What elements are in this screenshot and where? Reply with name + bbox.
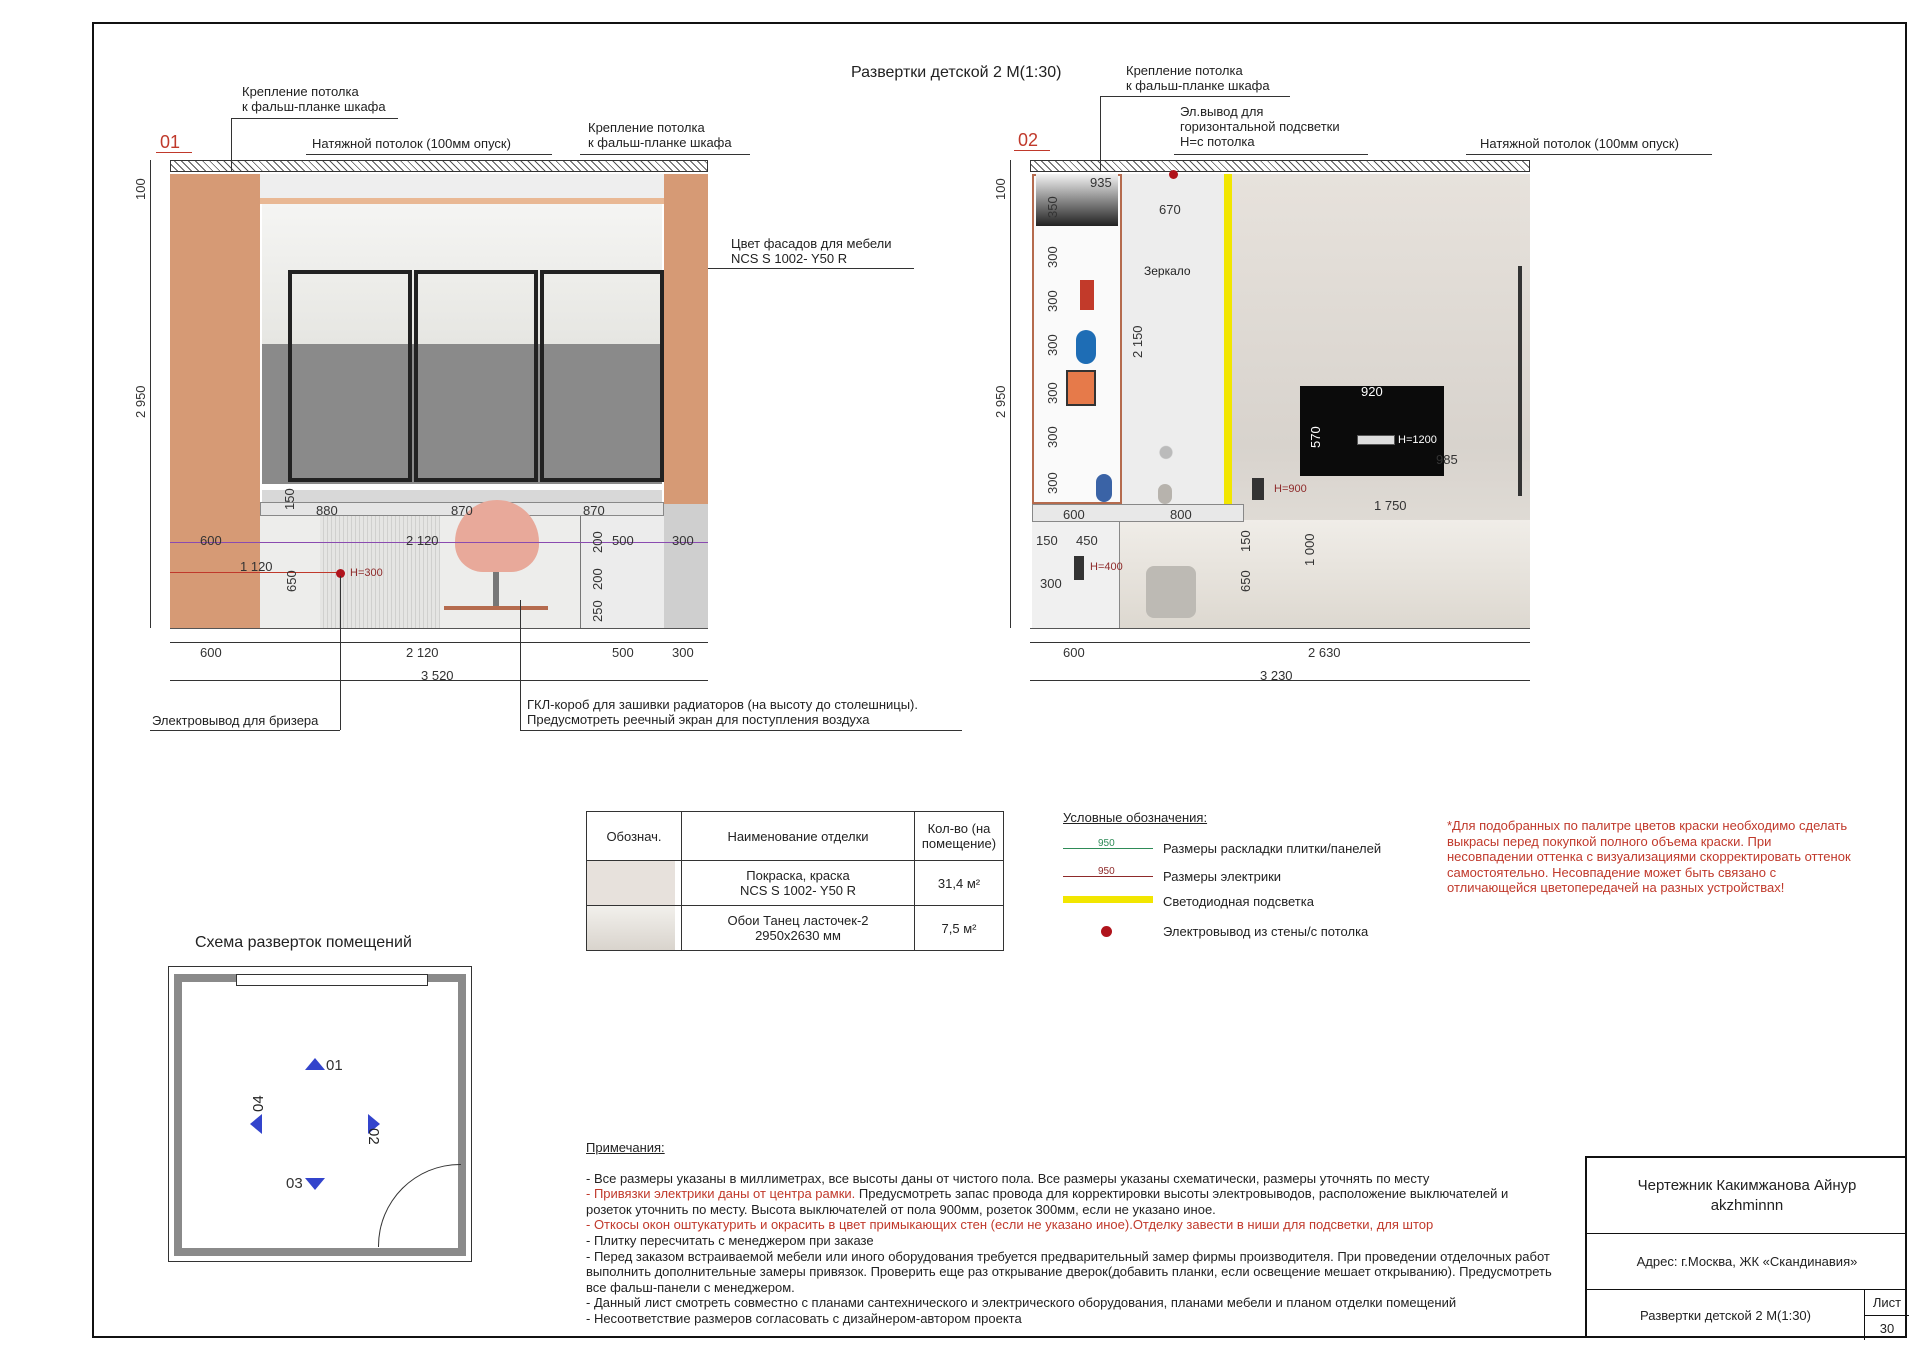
legend-label: Размеры раскладки плитки/панелей [1163, 841, 1382, 856]
leader-stretch [306, 154, 552, 155]
leader-mount [1100, 96, 1101, 172]
dim-300f: 300 [1045, 472, 1060, 494]
label-ceiling-mount: Крепление потолка к фальш-планке шкафа [1126, 63, 1270, 93]
dim-870b: 870 [583, 503, 605, 518]
leader-mount1 [231, 118, 232, 172]
pelmet [260, 174, 664, 198]
el-output-marker-icon [1169, 170, 1178, 179]
dim-1750: 1 750 [1374, 498, 1407, 513]
dim-2120: 2 120 [406, 533, 439, 548]
swatch-cell [587, 906, 682, 951]
table-header-row [587, 812, 1004, 861]
decor-frame [1066, 370, 1096, 406]
dim-b500: 500 [612, 645, 634, 660]
dim-670: 670 [1159, 202, 1181, 217]
chair-base [444, 606, 548, 610]
note-line: - Все размеры указаны в миллиметрах, все высоты даны от чистого пола. Все размеры указаны схематически, размеры уточнять по месту [586, 1170, 1430, 1186]
dim-250: 250 [590, 600, 605, 622]
right-wall-cabinet [664, 174, 708, 504]
dim-870a: 870 [451, 503, 473, 518]
leader-gkl [520, 600, 521, 730]
notes [586, 1140, 1556, 1327]
label-mirror: Зеркало [1144, 264, 1191, 278]
view-04-arrow-icon [250, 1114, 262, 1134]
view-mark: 01 [326, 1057, 343, 1074]
window-frame-left [288, 270, 412, 482]
sheet-title: Развертки детской 2 М(1:30) [851, 64, 1062, 81]
dim-300b: 300 [1045, 290, 1060, 312]
dim-300d: 300 [1045, 382, 1060, 404]
legend-led-swatch [1063, 896, 1153, 903]
decor-plant [1148, 430, 1184, 486]
label-el-output: Эл.вывод для горизонтальной подсветки Н=с потолка [1180, 104, 1340, 149]
dim-600: 600 [200, 533, 222, 548]
window-sill [262, 490, 662, 502]
elevation-number: 02 [1018, 130, 1039, 150]
dim-650: 650 [1238, 570, 1253, 592]
scheme-window [236, 974, 428, 986]
paint-disclaimer: *Для подобранных по палитре цветов краски необходимо сделать выкрасы перед покупкой полного объема краски. При несовпадении оттенка с визуализациями скорректировать оттенок самостоятельно. Несовпадение может быть связано с отличающейся цветопередачей на разных устройствах! [1447, 818, 1851, 896]
dim-650: 650 [284, 570, 299, 592]
dim-300c: 300 [1045, 334, 1060, 356]
switch-block [1252, 478, 1264, 500]
dim-350: 350 [1045, 196, 1060, 218]
view-03-arrow-icon [305, 1178, 325, 1190]
dim-b300: 300 [672, 645, 694, 660]
view-mark: 04 [250, 1095, 267, 1112]
dim-300g: 300 [1040, 576, 1062, 591]
finish-qty: 7,5 м² [915, 906, 1004, 951]
legend-label: Электровывод из стены/с потолка [1163, 924, 1369, 939]
table-row [587, 861, 1004, 906]
dim-200a: 200 [590, 531, 605, 553]
ceiling-hatch [170, 160, 708, 172]
note-line: - Привязки электрики даны от центра рамки. Предусмотреть запас провода для корректировки высоты электровыводов, расположение выключателей и розеток уточнить по месту. Высота выключателей от пола 900мм, розеток 300мм, если не указано иное. [586, 1186, 1509, 1217]
leader-facade [708, 268, 914, 269]
label-h1200: H=1200 [1398, 434, 1437, 446]
tv-outlet-block [1357, 435, 1395, 445]
legend-sample: 950 [1098, 838, 1115, 849]
number-underline [1014, 150, 1050, 151]
dim-b600: 600 [200, 645, 222, 660]
socket-block [1074, 556, 1084, 580]
paint-swatch [587, 861, 675, 905]
dim-300: 300 [672, 533, 694, 548]
led-vertical-strip [1224, 174, 1232, 504]
dim-600: 600 [1063, 507, 1085, 522]
note-line: - Данный лист смотреть совместно с планами сантехнического и электрического оборудования, планами мебели и планом отделки помещений [586, 1295, 1457, 1311]
decor-blue-figure [1076, 330, 1096, 364]
leader-gkl-h [520, 730, 962, 731]
label-h300: H=300 [350, 567, 383, 579]
bottom-dim-line [1030, 642, 1530, 643]
pouf [1146, 566, 1196, 618]
list-number: 30 [1879, 1320, 1895, 1336]
title-block [1585, 1156, 1907, 1338]
dim-300e: 300 [1045, 426, 1060, 448]
notes-title: Примечания: [586, 1140, 665, 1155]
dim-570: 570 [1308, 426, 1323, 448]
table-header: Наименование отделки [682, 812, 915, 861]
leader-breezer [340, 576, 341, 730]
dim-880: 880 [316, 503, 338, 518]
dim-height: 2 950 [133, 385, 148, 418]
finishes-table [586, 811, 1004, 951]
label-ceiling-mount-2: Крепление потолка к фальш-планке шкафа [588, 120, 732, 150]
dim-300a: 300 [1045, 246, 1060, 268]
dim-800: 800 [1170, 507, 1192, 522]
leader-mount1-h [231, 118, 398, 119]
window-frame-right [540, 270, 664, 482]
height-dimension-line [1010, 160, 1011, 628]
elevation-number: 01 [160, 132, 181, 152]
label-gkl-box: ГКЛ-короб для зашивки радиаторов (на высоту до столешницы). Предусмотреть реечный экран для поступления воздуха [527, 697, 918, 727]
table-row [587, 906, 1004, 951]
dim-b2630: 2 630 [1308, 645, 1341, 660]
floor-line [170, 628, 708, 629]
dim-b600: 600 [1063, 645, 1085, 660]
window-frame-center [414, 270, 538, 482]
plant-vase [1158, 484, 1172, 504]
dim-985: 985 [1436, 452, 1458, 467]
leader-mount2 [580, 154, 750, 155]
dim-total: 3 230 [1260, 668, 1293, 683]
note-line: - Откосы окон оштукатурить и окрасить в цвет примыкающих стен (если не указано иное).Отделку завести в ниши для подсветки, для штор [586, 1217, 1434, 1233]
finish-name: Обои Танец ласточек-2 2950х2630 мм [682, 906, 915, 951]
dim-height: 2 950 [993, 385, 1008, 418]
scheme-title: Схема разверток помещений [195, 934, 412, 951]
dim-top: 100 [993, 178, 1008, 200]
view-01-arrow-icon [305, 1058, 325, 1070]
legend-label: Светодиодная подсветка [1163, 894, 1314, 909]
dim-450: 450 [1076, 533, 1098, 548]
label-h400: H=400 [1090, 561, 1123, 573]
table-header: Кол-во (на помещение) [915, 812, 1004, 861]
view-mark: 02 [365, 1128, 382, 1145]
dim-total: 3 520 [421, 668, 454, 683]
view-mark: 03 [286, 1175, 303, 1192]
table-header: Обознач. [587, 812, 682, 861]
dim-150: 150 [282, 488, 297, 510]
legend-title: Условные обозначения: [1063, 810, 1208, 825]
number-underline [156, 152, 192, 153]
finish-name: Покраска, краска NCS S 1002- Y50 R [682, 861, 915, 906]
label-ceiling-mount-1: Крепление потолка к фальш-планке шкафа [242, 84, 386, 114]
label-h900: H=900 [1274, 483, 1307, 495]
chair-stem [493, 572, 499, 608]
dim-200b: 200 [590, 568, 605, 590]
finish-qty: 31,4 м² [915, 861, 1004, 906]
note-line: - Несоответствие размеров согласовать с дизайнером-автором проекта [586, 1310, 1022, 1326]
height-dimension-line [150, 160, 151, 628]
el-output-icon [1101, 926, 1112, 937]
decor-blue-vase [1096, 474, 1112, 502]
author-cell: Чертежник Какимжанова Айнур akzhminnn [1587, 1158, 1907, 1234]
swatch-cell [587, 861, 682, 906]
leader-stretch [1466, 154, 1712, 155]
legend-sample: 950 [1098, 866, 1115, 877]
dim-2150: 2 150 [1130, 325, 1145, 358]
legend-label: Размеры электрики [1163, 869, 1282, 884]
door-edge [1518, 266, 1522, 496]
dim-150b: 150 [1238, 530, 1253, 552]
wallpaper-swatch [587, 906, 675, 950]
dim-1120: 1 120 [240, 559, 273, 574]
leader-breezer-h [150, 730, 340, 731]
dim-top: 100 [133, 178, 148, 200]
sheet-name-cell: Развертки детской 2 М(1:30) [1587, 1290, 1865, 1340]
right-lower-panel [664, 504, 708, 628]
label-stretch-ceiling: Натяжной потолок (100мм опуск) [312, 136, 511, 151]
label-breezer: Электровывод для бризера [152, 713, 319, 728]
leader-el-output [1174, 154, 1368, 155]
dim-b2120: 2 120 [406, 645, 439, 660]
dim-500: 500 [612, 533, 634, 548]
list-label: Лист [1865, 1290, 1909, 1316]
dim-1000: 1 000 [1302, 533, 1317, 566]
dim-920: 920 [1361, 384, 1383, 399]
note-line: - Плитку пересчитать с менеджером при заказе [586, 1232, 874, 1248]
floor-line [1030, 628, 1530, 629]
dim-935: 935 [1090, 175, 1112, 190]
bottom-dim-line [170, 642, 708, 643]
ceiling-hatch [1030, 160, 1530, 172]
note-line: - Перед заказом встраиваемой мебели или иного оборудования требуется предварительный замер фирмы производителя. При проведении отделочных работ выполнить дополнительные замеры привязок. Проверить еще раз открывание дверок(добавить планки, если освещение мешает открыванию). Предусмотреть все фальш-панели с менеджером. [586, 1248, 1552, 1295]
leader-mount-h [1100, 96, 1290, 97]
label-facade-color: Цвет фасадов для мебели NCS S 1002- Y50 R [731, 236, 892, 266]
dim-150: 150 [1036, 533, 1058, 548]
decor-red-vase [1080, 280, 1094, 310]
address-cell: Адрес: г.Москва, ЖК «Скандинавия» [1587, 1234, 1907, 1290]
label-stretch-ceiling: Натяжной потолок (100мм опуск) [1480, 136, 1679, 151]
